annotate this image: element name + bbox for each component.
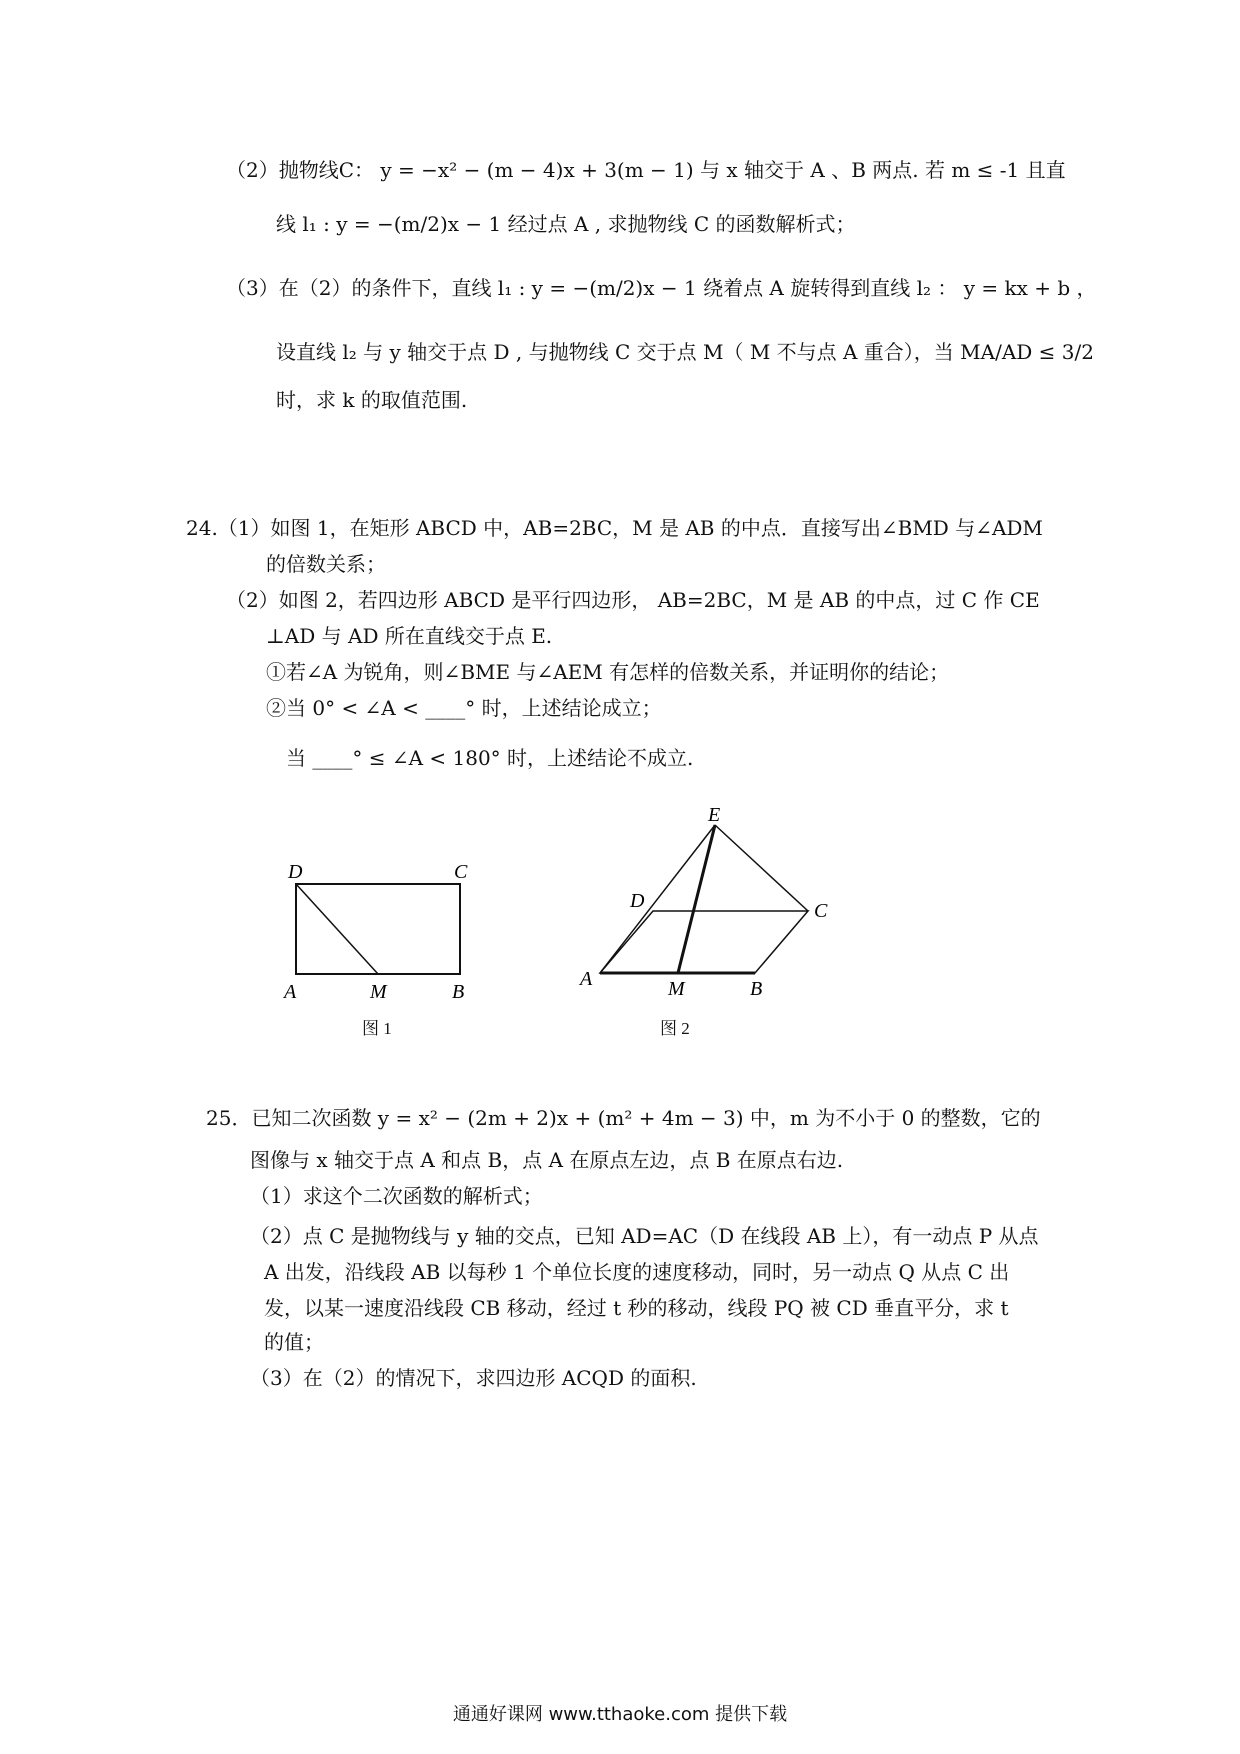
- fig1-caption: 图 1: [362, 1019, 392, 1038]
- fig1-label-c: C: [454, 861, 468, 883]
- q24-line5: ①若∠A 为锐角，则∠BME 与∠AEM 有怎样的倍数关系，并证明你的结论；: [266, 660, 950, 684]
- q24-line7: 当 ____° ≤ ∠A < 180° 时，上述结论不成立.: [286, 746, 694, 770]
- q23-part3-line2: 设直线 l₂ 与 y 轴交于点 D , 与抛物线 C 交于点 M（ M 不与点 A 重合），当 MA/AD ≤ 3/2: [276, 340, 1094, 364]
- fig1-label-m: M: [370, 981, 387, 1000]
- q25-line8: （3）在（2）的情况下，求四边形 ACQD 的面积.: [250, 1366, 697, 1390]
- q25-line7: 的值；: [264, 1330, 324, 1354]
- q25-line3: （1）求这个二次函数的解析式；: [250, 1184, 543, 1208]
- figure-2: [570, 805, 840, 1005]
- page-footer: 通通好课网 www.tthaoke.com 提供下载: [452, 1704, 788, 1725]
- q23-part3-line3: 时，求 k 的取值范围.: [276, 388, 468, 412]
- q25-line5: A 出发，沿线段 AB 以每秒 1 个单位长度的速度移动，同时，另一动点 Q 从点 C 出: [264, 1260, 1010, 1284]
- fig2-label-m: M: [668, 978, 685, 1000]
- fig1-label-b: B: [452, 981, 465, 1000]
- figure-1: [270, 860, 490, 1000]
- q25-line4: （2）点 C 是抛物线与 y 轴的交点，已知 AD=AC（D 在线段 AB 上），有一动点 P 从点: [250, 1224, 1039, 1248]
- fig2-caption: 图 2: [660, 1019, 690, 1038]
- q23-part3-line1: （3）在（2）的条件下，直线 l₁ : y = −(m/2)x − 1 绕着点 A 旋转得到直线 l₂ ： y = kx + b ，: [226, 276, 1097, 300]
- fig2-segment-ce: [715, 825, 808, 911]
- fig2-label-a: A: [580, 968, 593, 990]
- q24-line4: ⊥AD 与 AD 所在直线交于点 E.: [266, 624, 553, 648]
- q24-line1: 24.（1）如图 1，在矩形 ABCD 中，AB=2BC，M 是 AB 的中点．直接写出∠BMD 与∠ADM: [186, 516, 1043, 540]
- fig1-rectangle: [296, 884, 460, 974]
- fig1-label-a: A: [284, 981, 297, 1000]
- fig2-label-c: C: [814, 900, 828, 922]
- q25-line1: 25．已知二次函数 y = x² − (2m + 2)x + (m² + 4m − 3) 中，m 为不小于 0 的整数，它的: [206, 1106, 1041, 1130]
- fig1-label-d: D: [288, 861, 303, 883]
- q25-line6: 发，以某一速度沿线段 CB 移动，经过 t 秒的移动，线段 PQ 被 CD 垂直平分，求 t: [264, 1296, 1009, 1320]
- fig1-segment-dm: [296, 884, 378, 974]
- q24-line6: ②当 0° < ∠A < ____° 时，上述结论成立；: [266, 696, 662, 720]
- fig2-label-b: B: [750, 978, 763, 1000]
- fig2-parallelogram: [600, 911, 808, 973]
- q24-line2: 的倍数关系；: [266, 552, 386, 576]
- q25-line2: 图像与 x 轴交于点 A 和点 B，点 A 在原点左边，点 B 在原点右边.: [250, 1148, 844, 1172]
- fig2-segment-me: [678, 825, 715, 973]
- q23-part2-line1: （2）抛物线C： y = −x² − (m − 4)x + 3(m − 1) 与 x 轴交于 A 、B 两点. 若 m ≤ -1 且直: [226, 158, 1066, 182]
- fig2-label-e: E: [708, 805, 721, 826]
- q24-line3: （2）如图 2，若四边形 ABCD 是平行四边形， AB=2BC，M 是 AB 的中点，过 C 作 CE: [226, 588, 1040, 612]
- fig2-label-d: D: [630, 890, 645, 912]
- q23-part2-line2: 线 l₁ : y = −(m/2)x − 1 经过点 A , 求抛物线 C 的函数解析式；: [276, 212, 856, 236]
